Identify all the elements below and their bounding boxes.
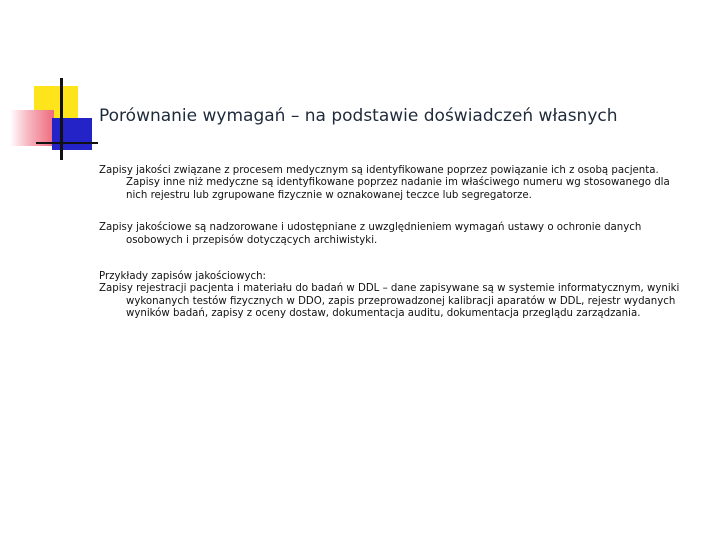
decor-red-gradient-square bbox=[10, 110, 54, 146]
paragraph-supervision: Zapisy jakościowe są nadzorowane i udostępniane z uwzględnieniem wymagań ustawy o ochronie danych osobowych i przepisów dotyczących archiwistyki. bbox=[99, 222, 642, 246]
slide-title: Porównanie wymagań – na podstawie doświadczeń własnych bbox=[99, 106, 618, 126]
decor-horizontal-line bbox=[36, 142, 98, 144]
paragraph-examples-list: Zapisy rejestracji pacjenta i materiału do badań w DDL – dane zapisywane są w systemie informatycznym, wyniki wykonanych testów fizycznych w DDO, zapis przeprowadzonej kalibracji aparatów w DDL, rejestr wydanych wyników badań, zapisy z oceny dostaw, dokumentacja auditu, dokumentacja przeglądu zarządzania. bbox=[99, 283, 680, 320]
decor-vertical-line bbox=[60, 78, 63, 160]
paragraph-examples-heading: Przykłady zapisów jakościowych: bbox=[99, 271, 266, 283]
paragraph-identification: Zapisy jakości związane z procesem medycznym są identyfikowane poprzez powiązanie ich z osobą pacjenta. Zapisy inne niż medyczne są identyfikowane poprzez nadanie im właściwego numeru wg stosowanego dla nich rejestru lub zgrupowane fizycznie w oznakowanej teczce lub segregatorze. bbox=[99, 165, 670, 201]
slide-body bbox=[99, 165, 691, 321]
decor-blue-square bbox=[52, 118, 92, 150]
